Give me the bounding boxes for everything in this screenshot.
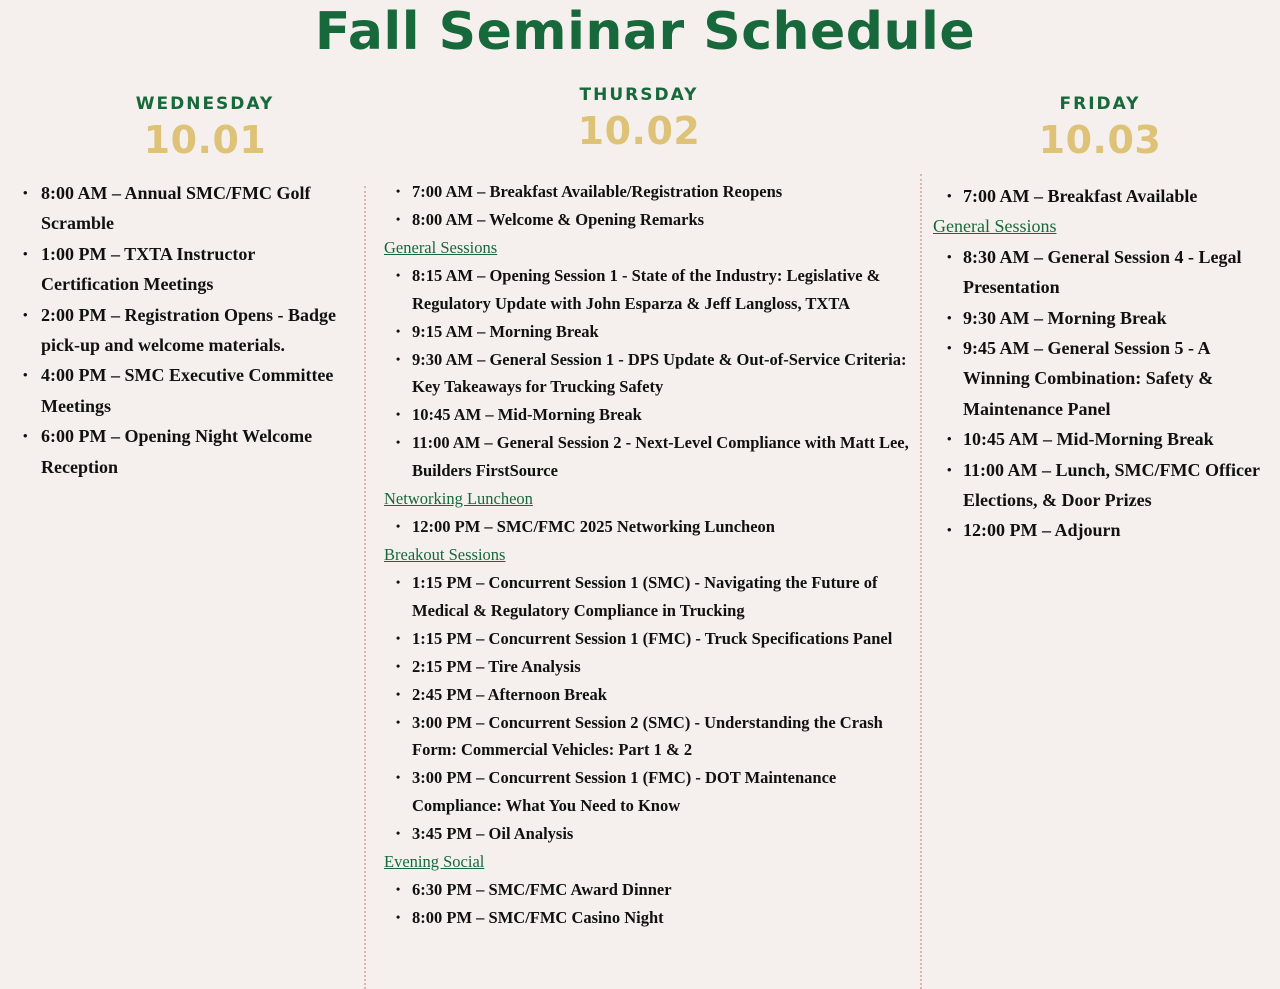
column-divider xyxy=(364,186,366,989)
list-item: • 9:30 AM – General Session 1 - DPS Update & Out-of-Service Criteria: Key Takeaways for Trucking Safety xyxy=(384,346,924,402)
list-item: • 1:15 PM – Concurrent Session 1 (FMC) - Truck Specifications Panel xyxy=(384,625,924,653)
list-item: • 6:30 PM – SMC/FMC Award Dinner xyxy=(384,876,924,904)
list-item: • 3:45 PM – Oil Analysis xyxy=(384,820,924,848)
list-item: • 8:00 AM – Annual SMC/FMC Golf Scramble xyxy=(24,178,344,239)
list-item: • 8:15 AM – Opening Session 1 - State of the Industry: Legislative & Regulatory Update with John Esparza & Jeff Langloss, TXTA xyxy=(384,262,924,318)
list-item: • 8:00 PM – SMC/FMC Casino Night xyxy=(384,904,924,932)
list-item: • 6:00 PM – Opening Night Welcome Reception xyxy=(24,421,344,482)
list-item: • 11:00 AM – General Session 2 - Next-Level Compliance with Matt Lee, Builders FirstSource xyxy=(384,429,924,485)
section-heading-networking-luncheon: Networking Luncheon xyxy=(384,489,533,509)
section-heading-general-sessions: General Sessions xyxy=(933,216,1057,237)
day-name: FRIDAY xyxy=(1059,94,1141,114)
day-date: 10.01 xyxy=(143,118,267,162)
wednesday-schedule xyxy=(24,178,344,482)
day-date: 10.02 xyxy=(577,109,701,153)
list-item: • 12:00 PM – SMC/FMC 2025 Networking Luncheon xyxy=(384,513,924,541)
list-item: • 10:45 AM – Mid-Morning Break xyxy=(933,424,1278,454)
list-item: • 7:00 AM – Breakfast Available/Registration Reopens xyxy=(384,178,924,206)
section-heading-breakout-sessions: Breakout Sessions xyxy=(384,544,506,564)
day-name: WEDNESDAY xyxy=(135,94,275,114)
list-item: • 9:45 AM – General Session 5 - A Winning Combination: Safety & Maintenance Panel xyxy=(933,333,1278,424)
day-date: 10.03 xyxy=(1038,118,1162,162)
list-item: • 8:30 AM – General Session 4 - Legal Presentation xyxy=(933,242,1278,303)
day-header-thursday xyxy=(549,85,729,153)
page-title: Fall Seminar Schedule xyxy=(314,2,976,62)
list-item: • 2:15 PM – Tire Analysis xyxy=(384,653,924,681)
list-item: • 10:45 AM – Mid-Morning Break xyxy=(384,401,924,429)
list-item: • 9:15 AM – Morning Break xyxy=(384,318,924,346)
list-item: • 9:30 AM – Morning Break xyxy=(933,303,1278,333)
list-item: • 4:00 PM – SMC Executive Committee Meetings xyxy=(24,360,344,421)
thursday-schedule xyxy=(384,178,924,932)
list-item: • 3:00 PM – Concurrent Session 2 (SMC) - Understanding the Crash Form: Commercial Vehicles: Part 1 & 2 xyxy=(384,709,924,765)
day-name: THURSDAY xyxy=(579,85,699,105)
section-heading-general-sessions: General Sessions xyxy=(384,237,498,257)
list-item: • 3:00 PM – Concurrent Session 1 (FMC) - DOT Maintenance Compliance: What You Need to Know xyxy=(384,764,924,820)
list-item: • 12:00 PM – Adjourn xyxy=(933,515,1278,545)
list-item: • 8:00 AM – Welcome & Opening Remarks xyxy=(384,206,924,234)
list-item: • 2:45 PM – Afternoon Break xyxy=(384,681,924,709)
list-item: • 1:00 PM – TXTA Instructor Certification Meetings xyxy=(24,239,344,300)
list-item: • 7:00 AM – Breakfast Available xyxy=(933,181,1278,211)
day-header-wednesday xyxy=(115,94,295,162)
list-item: • 2:00 PM – Registration Opens - Badge pick-up and welcome materials. xyxy=(24,300,344,361)
day-header-friday xyxy=(1010,94,1190,162)
friday-schedule xyxy=(933,181,1278,546)
list-item: • 11:00 AM – Lunch, SMC/FMC Officer Elections, & Door Prizes xyxy=(933,455,1278,516)
list-item: • 1:15 PM – Concurrent Session 1 (SMC) - Navigating the Future of Medical & Regulatory Compliance in Trucking xyxy=(384,569,924,625)
section-heading-evening-social: Evening Social xyxy=(384,852,485,872)
